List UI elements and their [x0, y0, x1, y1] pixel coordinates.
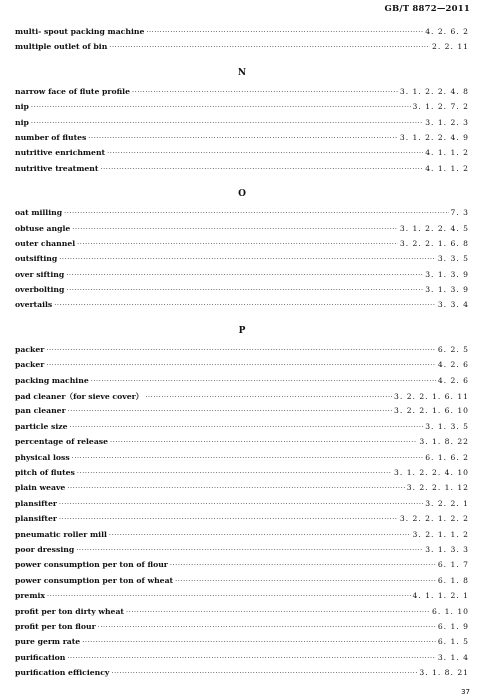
index-term: power consumption per ton of flour [15, 560, 168, 570]
index-term: multiple outlet of bin [15, 42, 108, 52]
index-reference: 3. 1. 4 [437, 652, 469, 662]
index-reference: 3. 1. 2. 2. 4. 8 [399, 86, 469, 96]
index-term: obtuse angle [15, 223, 71, 233]
section-letter: P [238, 325, 246, 336]
dot-leader [170, 561, 436, 569]
index-term: oat milling [15, 208, 63, 218]
index-entry [15, 42, 469, 57]
dot-leader [66, 286, 423, 294]
index-entry [15, 668, 469, 683]
dot-leader [126, 608, 430, 616]
index-entry [15, 607, 469, 622]
dot-leader [77, 240, 398, 248]
index-reference: 4. 2. 6. 2 [425, 27, 469, 36]
index-reference: 3. 1. 2. 2. 4. 10 [394, 467, 469, 477]
index-term: percentage of release [15, 437, 109, 447]
index-term: nutritive enrichment [15, 148, 106, 158]
dot-leader [91, 377, 436, 385]
index-entry [15, 148, 469, 163]
index-entry [15, 530, 469, 545]
dot-leader [100, 165, 423, 173]
index-term: pure germ rate [15, 637, 81, 647]
dot-leader [145, 393, 392, 401]
index-term: plansifter [15, 514, 57, 524]
index-entry [15, 422, 469, 437]
index-reference: 3. 1. 2. 7. 2 [412, 102, 469, 112]
index-reference: 3. 1. 8. 21 [419, 668, 469, 678]
index-term: multi- spout packing machine [15, 27, 145, 36]
index-entry [15, 576, 469, 591]
index-term: nip [15, 102, 29, 112]
index-reference: 6. 1. 5 [437, 637, 469, 647]
index-reference: 3. 3. 5 [437, 254, 469, 264]
index-reference: 3. 1. 2. 2. 4. 5 [399, 223, 469, 233]
dot-leader [98, 623, 436, 631]
index-term: purification [15, 652, 66, 662]
index-entry [15, 300, 469, 315]
index-entry [15, 224, 469, 239]
index-entry [15, 27, 469, 42]
index-entry [15, 437, 469, 452]
dot-leader [31, 119, 423, 127]
index-reference: 6. 1. 6. 2 [425, 452, 469, 462]
dot-leader [59, 500, 423, 508]
index-entry [15, 483, 469, 498]
dot-leader [76, 546, 423, 554]
index-reference: 3. 1. 2. 2. 4. 9 [399, 132, 469, 142]
dot-leader [175, 577, 436, 585]
index-reference: 7. 3 [450, 208, 469, 218]
index-entry [15, 133, 469, 148]
index-entry [15, 118, 469, 133]
index-term: overbolting [15, 285, 65, 295]
index-reference: 2. 2. 11 [432, 42, 469, 52]
index-reference: 3. 2. 2. 1. 6. 10 [394, 406, 469, 416]
index-term: profit per ton dirty wheat [15, 606, 124, 616]
index-entry [15, 270, 469, 285]
index-term: outer channel [15, 238, 76, 248]
page-number: 37 [461, 688, 470, 696]
index-reference: 6. 2. 5 [437, 344, 469, 354]
index-term: premix [15, 591, 45, 601]
index-entry [15, 545, 469, 560]
index-reference: 3. 2. 2. 1 [425, 498, 469, 508]
dot-leader [31, 103, 411, 111]
dot-leader [46, 346, 436, 354]
index-reference: 4. 1. 1. 2 [425, 163, 469, 173]
index-term: outsifting [15, 254, 58, 264]
index-entry [15, 285, 469, 300]
section-letter: N [237, 67, 247, 78]
index-entry [15, 391, 469, 406]
index-reference: 6. 1. 7 [437, 560, 469, 570]
index-term: over sifting [15, 269, 65, 279]
index-reference: 3. 1. 8. 22 [419, 437, 469, 447]
dot-leader [66, 271, 423, 279]
dot-leader [67, 484, 404, 492]
index-reference: 3. 2. 1. 1. 2 [412, 529, 469, 539]
index-reference: 4. 1. 1. 2 [425, 148, 469, 158]
index-term: poor dressing [15, 544, 75, 554]
index-entry [15, 453, 469, 468]
index-entry [15, 622, 469, 637]
index-reference: 3. 2. 2. 1. 12 [406, 483, 469, 493]
index-term: pneumatic roller mill [15, 529, 107, 539]
index-entry [15, 560, 469, 575]
index-entry [15, 360, 469, 375]
index-entry [15, 591, 469, 606]
index-term: number of flutes [15, 132, 87, 142]
index-entry [15, 239, 469, 254]
index-entry [15, 653, 469, 668]
dot-leader [70, 423, 424, 431]
index-term: pitch of flutes [15, 467, 75, 477]
index-reference: 4. 2. 6 [437, 360, 469, 370]
index-term: plain weave [15, 483, 66, 493]
dot-leader [107, 149, 423, 157]
dot-leader [88, 134, 397, 142]
index-reference: 6. 1. 10 [432, 606, 469, 616]
index-reference: 3. 1. 3. 9 [425, 285, 469, 295]
dot-leader [59, 255, 436, 263]
dot-leader [110, 438, 417, 446]
index-term: purification efficiency [15, 668, 110, 678]
index-term: nutritive treatment [15, 163, 99, 173]
index-content [15, 27, 469, 683]
index-reference: 3. 2. 2. 1. 6. 11 [394, 392, 469, 402]
index-entry [15, 102, 469, 117]
dot-leader [47, 592, 411, 600]
index-term: pad cleaner（for sieve cover） [15, 392, 144, 402]
dot-leader [82, 638, 436, 646]
index-term: power consumption per ton of wheat [15, 575, 174, 585]
dot-leader [77, 469, 392, 477]
index-term: overtails [15, 300, 53, 310]
dot-leader [59, 515, 398, 523]
index-entry [15, 637, 469, 652]
index-entry [15, 208, 469, 223]
index-reference: 3. 2. 2. 1. 6. 8 [399, 238, 469, 248]
index-reference: 6. 1. 9 [437, 621, 469, 631]
index-reference: 3. 1. 3. 5 [425, 421, 469, 431]
dot-leader [68, 407, 392, 415]
dot-leader [146, 28, 423, 36]
index-entry [15, 406, 469, 421]
index-reference: 6. 1. 8 [437, 575, 469, 585]
index-term: packing machine [15, 375, 89, 385]
index-reference: 4. 1. 1. 2. 1 [412, 591, 469, 601]
index-reference: 3. 3. 4 [437, 300, 469, 310]
dot-leader [111, 669, 417, 677]
dot-leader [72, 454, 424, 462]
index-reference: 3. 2. 2. 1. 2. 2 [399, 514, 469, 524]
dot-leader [46, 361, 436, 369]
index-entry [15, 164, 469, 179]
index-term: packer [15, 360, 45, 370]
index-reference: 4. 2. 6 [437, 375, 469, 385]
index-term: physical loss [15, 452, 70, 462]
index-reference: 3. 1. 2. 3 [425, 117, 469, 127]
index-reference: 3. 1. 3. 9 [425, 269, 469, 279]
dot-leader [64, 209, 448, 217]
dot-leader [72, 225, 398, 233]
dot-leader [54, 301, 436, 309]
index-term: pan cleaner [15, 406, 66, 416]
page-header-standard-number: GB/T 8872—2011 [384, 4, 470, 14]
index-term: profit per ton flour [15, 621, 96, 631]
dot-leader [132, 88, 398, 96]
index-entry [15, 345, 469, 360]
index-term: nip [15, 117, 29, 127]
index-entry [15, 514, 469, 529]
index-term: packer [15, 344, 45, 354]
dot-leader [109, 531, 411, 539]
index-entry [15, 468, 469, 483]
index-entry [15, 499, 469, 514]
dot-leader [67, 654, 435, 662]
index-entry [15, 87, 469, 102]
index-term: narrow face of flute profile [15, 86, 130, 96]
index-reference: 3. 1. 3. 3 [425, 544, 469, 554]
dot-leader [109, 43, 430, 51]
index-term: plansifter [15, 498, 57, 508]
index-entry [15, 376, 469, 391]
index-entry [15, 254, 469, 269]
index-term: particle size [15, 421, 68, 431]
section-letter: O [238, 189, 246, 200]
